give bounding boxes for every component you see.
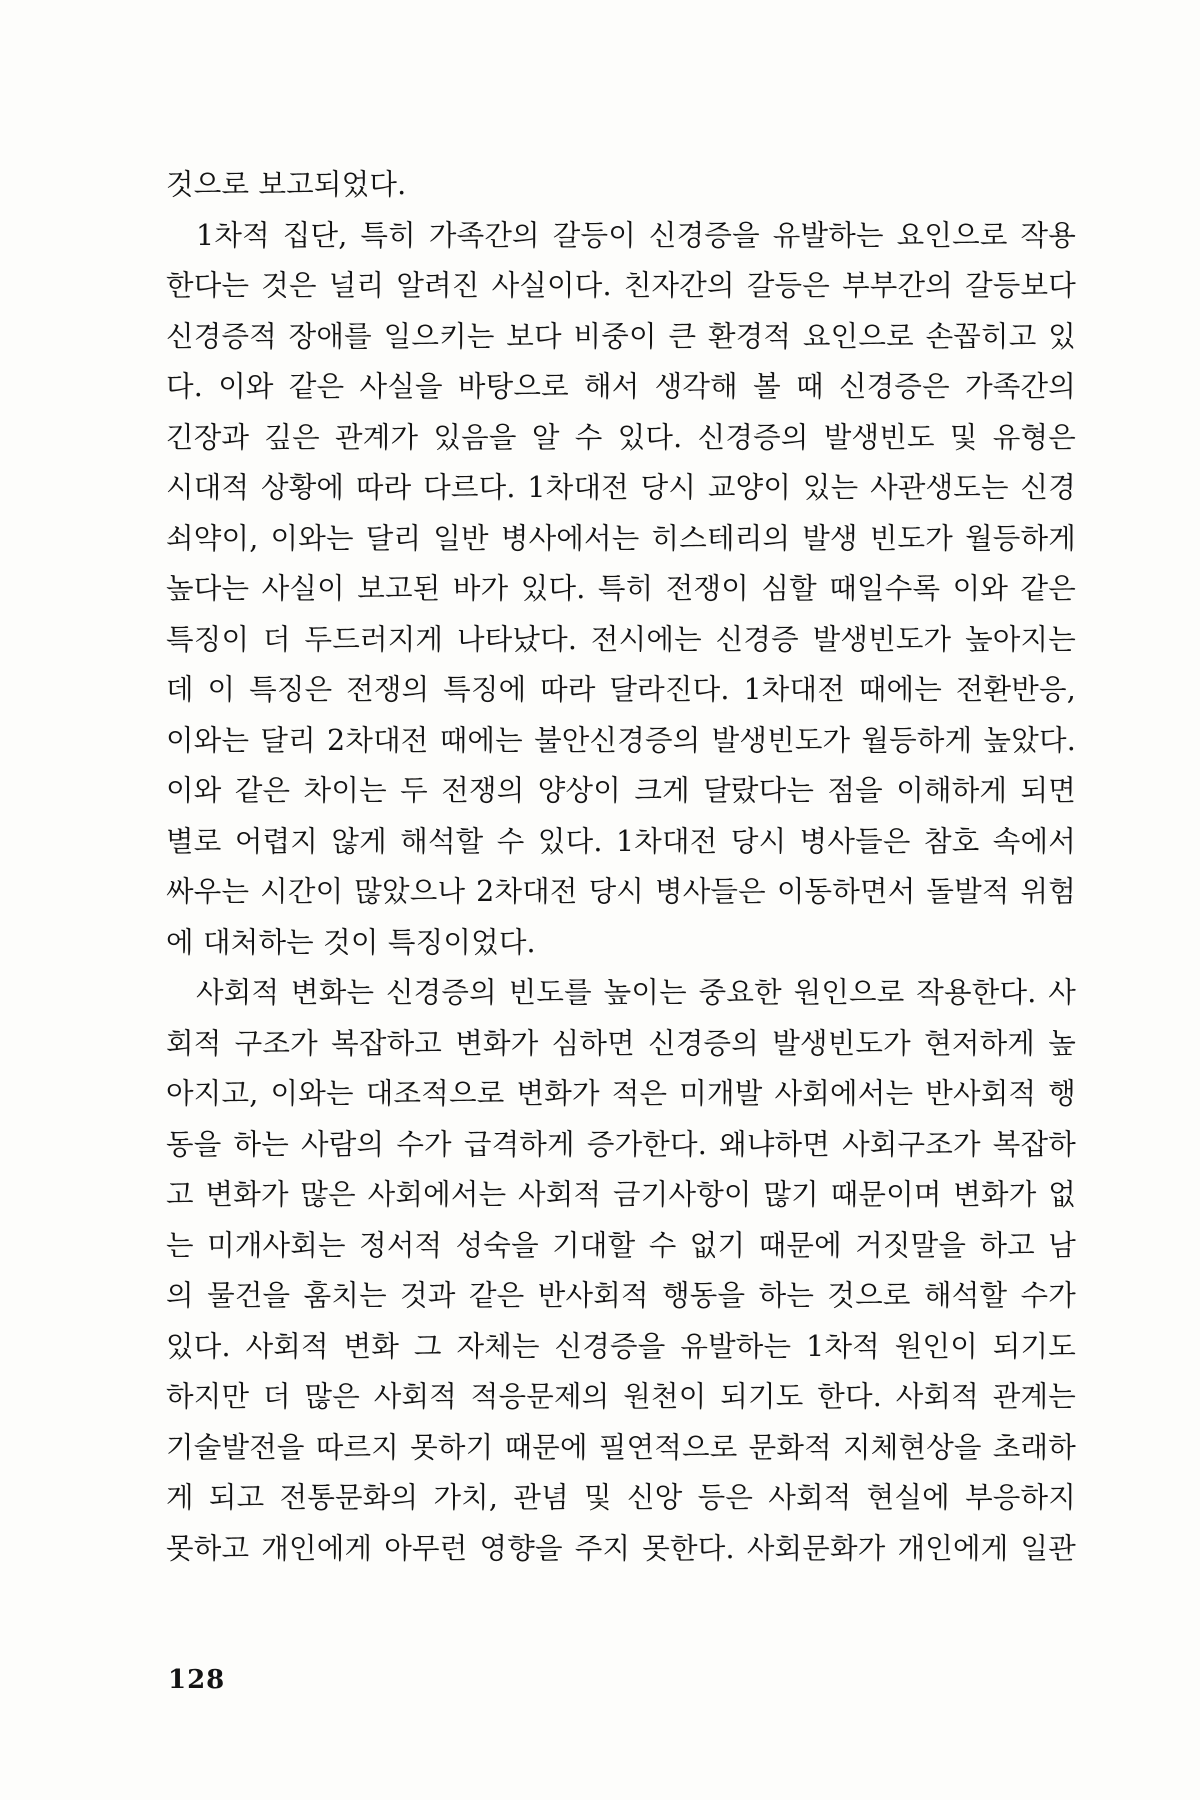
text-line: 한다는 것은 널리 알려진 사실이다. 친자간의 갈등은 부부간의 갈등보다 (166, 269, 1076, 302)
text-line: 것으로 보고되었다. (166, 168, 407, 201)
text-line: 신경증적 장애를 일으키는 보다 비중이 큰 환경적 요인으로 손꼽히고 있 (166, 319, 1076, 353)
text-line: 사회적 변화는 신경증의 빈도를 높이는 중요한 원인으로 작용한다. 사 (196, 976, 1076, 1009)
text-line: 긴장과 깊은 관계가 있음을 알 수 있다. 신경증의 발생빈도 및 유형은 (166, 420, 1076, 454)
text-line: 기술발전을 따르지 못하기 때문에 필연적으로 문화적 지체현상을 초래하 (166, 1430, 1076, 1464)
text-line: 는 미개사회는 정서적 성숙을 기대할 수 없기 때문에 거짓말을 하고 남 (166, 1228, 1076, 1262)
text-line: 특징이 더 두드러지게 나타났다. 전시에는 신경증 발생빈도가 높아지는 (166, 622, 1076, 656)
text-line: 시대적 상황에 따라 다르다. 1차대전 당시 교양이 있는 사관생도는 신경 (166, 471, 1076, 504)
text-line: 데 이 특징은 전쟁의 특징에 따라 달라진다. 1차대전 때에는 전환반응, (166, 673, 1076, 706)
text-line: 아지고, 이와는 대조적으로 변화가 적은 미개발 사회에서는 반사회적 행 (166, 1077, 1076, 1110)
text-line: 별로 어렵지 않게 해석할 수 있다. 1차대전 당시 병사들은 참호 속에서 (166, 824, 1076, 858)
text-line: 고 변화가 많은 사회에서는 사회적 금기사항이 많기 때문이며 변화가 없 (166, 1178, 1076, 1211)
text-line: 의 물건을 훔치는 것과 같은 반사회적 행동을 하는 것으로 해석할 수가 (166, 1279, 1076, 1312)
text-line: 있다. 사회적 변화 그 자체는 신경증을 유발하는 1차적 원인이 되기도 (166, 1329, 1076, 1363)
text-line: 다. 이와 같은 사실을 바탕으로 해서 생각해 볼 때 신경증은 가족간의 (166, 370, 1076, 403)
text-line: 싸우는 시간이 많았으나 2차대전 당시 병사들은 이동하면서 돌발적 위험 (166, 875, 1076, 908)
text-line: 에 대처하는 것이 특징이었다. (166, 925, 536, 959)
text-line: 게 되고 전통문화의 가치, 관념 및 신앙 등은 사회적 현실에 부응하지 (166, 1481, 1076, 1514)
body-text (166, 160, 1076, 1574)
text-line: 이와는 달리 2차대전 때에는 불안신경증의 발생빈도가 월등하게 높았다. (166, 723, 1076, 757)
text-line: 이와 같은 차이는 두 전쟁의 양상이 크게 달랐다는 점을 이해하게 되면 (166, 774, 1076, 807)
text-line: 1차적 집단, 특히 가족간의 갈등이 신경증을 유발하는 요인으로 작용 (196, 218, 1076, 252)
page-number: 128 (168, 1665, 226, 1695)
text-line: 못하고 개인에게 아무런 영향을 주지 못한다. 사회문화가 개인에게 일관 (166, 1531, 1076, 1565)
text-line: 회적 구조가 복잡하고 변화가 심하면 신경증의 발생빈도가 현저하게 높 (166, 1026, 1076, 1060)
text-line: 하지만 더 많은 사회적 적응문제의 원천이 되기도 한다. 사회적 관계는 (166, 1380, 1076, 1413)
text-line: 쇠약이, 이와는 달리 일반 병사에서는 히스테리의 발생 빈도가 월등하게 (166, 521, 1076, 555)
text-line: 동을 하는 사람의 수가 급격하게 증가한다. 왜냐하면 사회구조가 복잡하 (166, 1127, 1076, 1161)
text-line: 높다는 사실이 보고된 바가 있다. 특히 전쟁이 심할 때일수록 이와 같은 (166, 572, 1076, 605)
